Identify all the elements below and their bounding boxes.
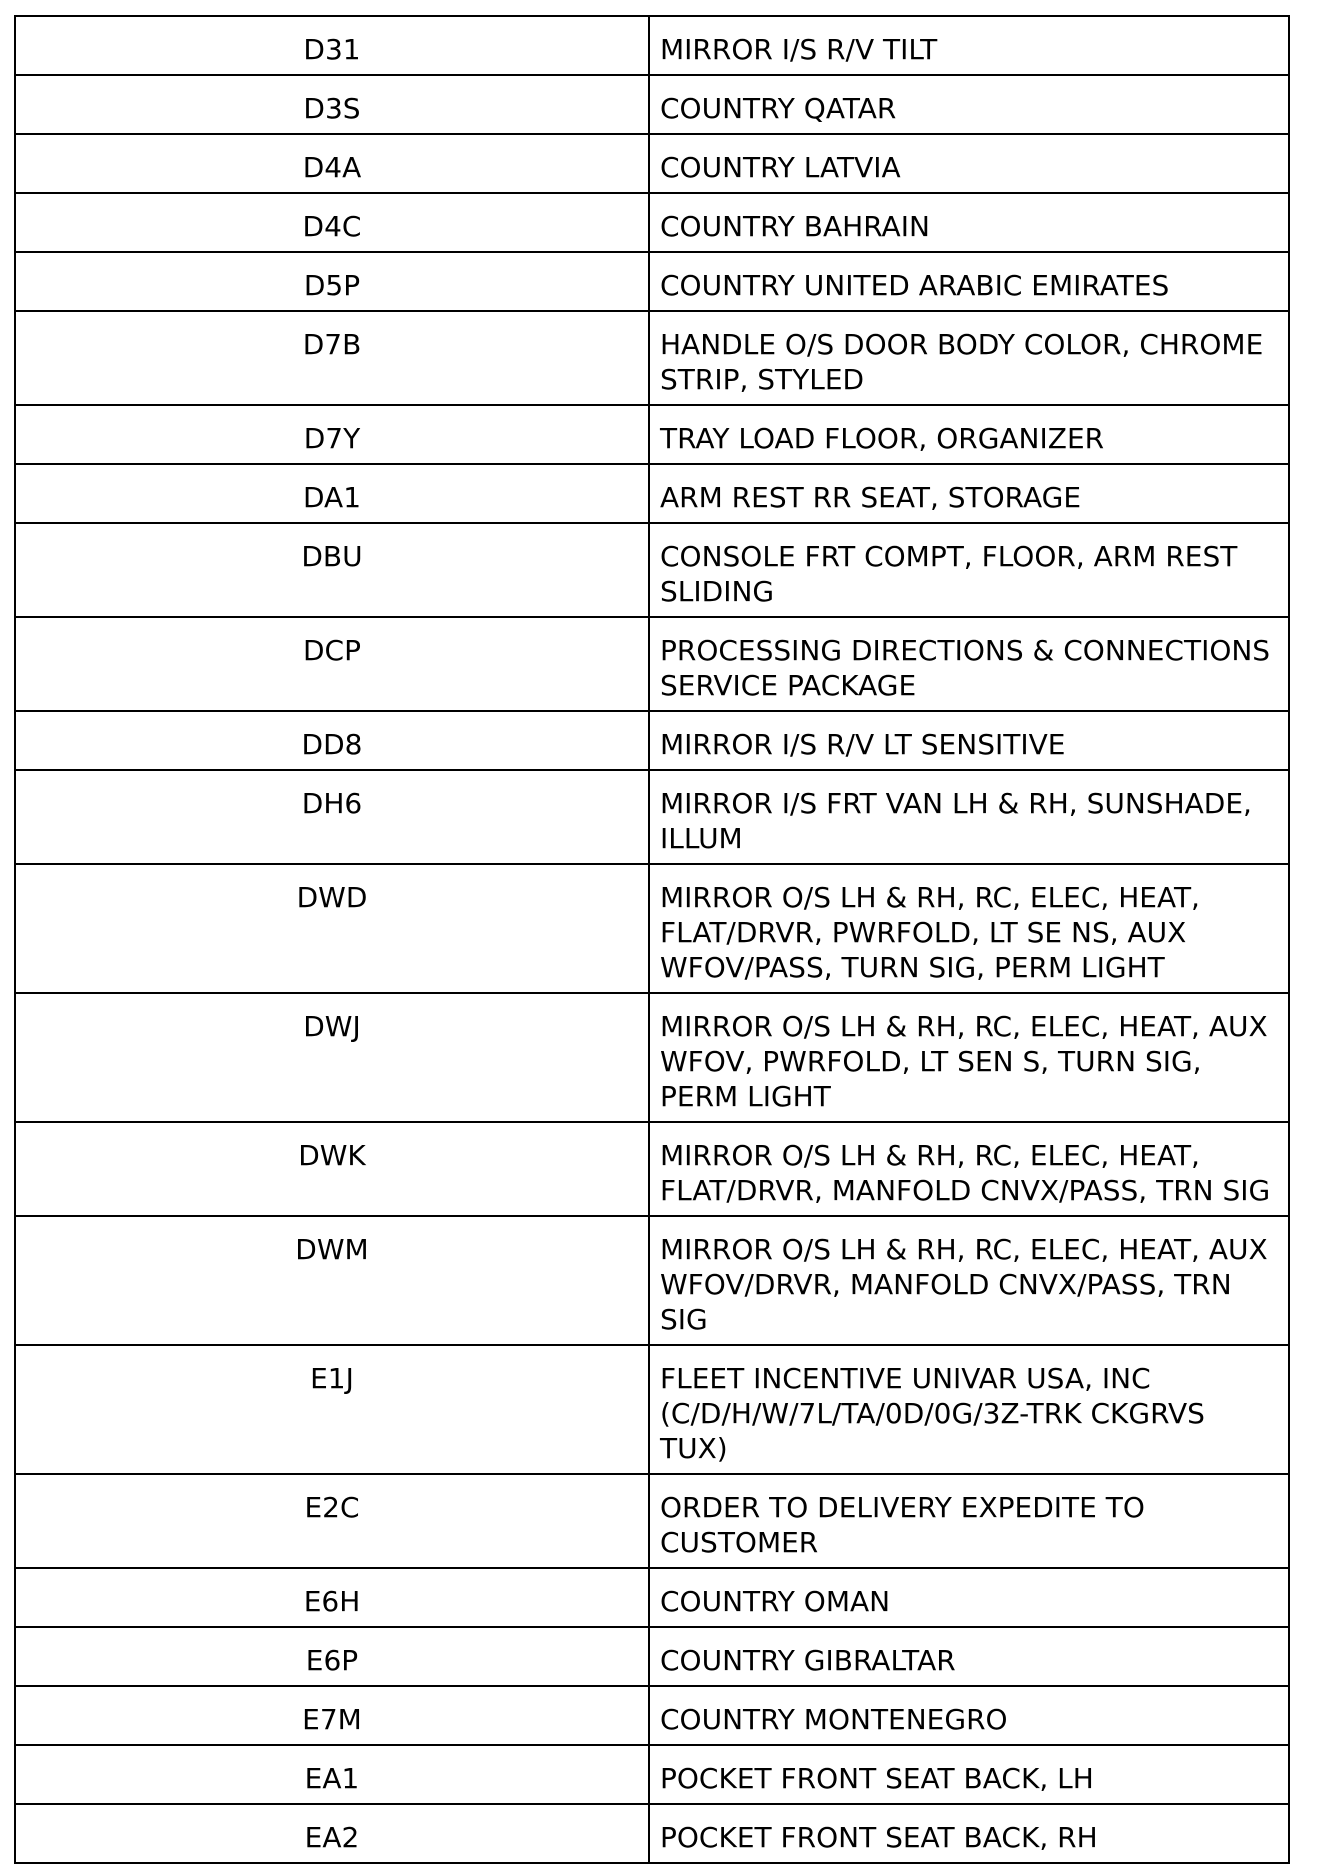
table-row (15, 711, 1289, 770)
table-row (15, 864, 1289, 993)
table-row (15, 464, 1289, 523)
table-row (15, 1568, 1289, 1627)
option-description: COUNTRY BAHRAIN (649, 193, 1289, 252)
option-code: D5P (15, 252, 649, 311)
option-code: D3S (15, 75, 649, 134)
table-body (15, 16, 1289, 1863)
option-code: DH6 (15, 770, 649, 864)
option-description: MIRROR O/S LH & RH, RC, ELEC, HEAT, AUX WFOV/DRVR, MANFOLD CNVX/PASS, TRN SIG (649, 1216, 1289, 1345)
option-description: MIRROR O/S LH & RH, RC, ELEC, HEAT, FLAT/DRVR, MANFOLD CNVX/PASS, TRN SIG (649, 1122, 1289, 1216)
option-code: DD8 (15, 711, 649, 770)
table-row (15, 134, 1289, 193)
option-code-table (14, 15, 1290, 1864)
option-description: ORDER TO DELIVERY EXPEDITE TO CUSTOMER (649, 1474, 1289, 1568)
table-row (15, 1745, 1289, 1804)
table-row (15, 405, 1289, 464)
option-code: EA2 (15, 1804, 649, 1863)
option-code: E6H (15, 1568, 649, 1627)
option-description: COUNTRY MONTENEGRO (649, 1686, 1289, 1745)
option-description: CONSOLE FRT COMPT, FLOOR, ARM REST SLIDING (649, 523, 1289, 617)
option-code: D31 (15, 16, 649, 75)
option-description: MIRROR I/S R/V TILT (649, 16, 1289, 75)
option-description: TRAY LOAD FLOOR, ORGANIZER (649, 405, 1289, 464)
option-description: COUNTRY OMAN (649, 1568, 1289, 1627)
option-code: DCP (15, 617, 649, 711)
option-description: MIRROR O/S LH & RH, RC, ELEC, HEAT, AUX WFOV, PWRFOLD, LT SEN S, TURN SIG, PERM LIGHT (649, 993, 1289, 1122)
table-row (15, 770, 1289, 864)
option-description: MIRROR O/S LH & RH, RC, ELEC, HEAT, FLAT/DRVR, PWRFOLD, LT SE NS, AUX WFOV/PASS, TURN SIG, PERM LIGHT (649, 864, 1289, 993)
table-row (15, 193, 1289, 252)
option-code: DWK (15, 1122, 649, 1216)
option-description: PROCESSING DIRECTIONS & CONNECTIONS SERVICE PACKAGE (649, 617, 1289, 711)
option-description: COUNTRY GIBRALTAR (649, 1627, 1289, 1686)
option-code: DWJ (15, 993, 649, 1122)
table-row (15, 311, 1289, 405)
option-code: DWM (15, 1216, 649, 1345)
option-description: MIRROR I/S R/V LT SENSITIVE (649, 711, 1289, 770)
table-row (15, 252, 1289, 311)
option-code: E6P (15, 1627, 649, 1686)
option-description: COUNTRY QATAR (649, 75, 1289, 134)
option-description: POCKET FRONT SEAT BACK, LH (649, 1745, 1289, 1804)
table-row (15, 1804, 1289, 1863)
option-code: DBU (15, 523, 649, 617)
table-row (15, 75, 1289, 134)
table-row (15, 1122, 1289, 1216)
option-code: D4C (15, 193, 649, 252)
option-description: HANDLE O/S DOOR BODY COLOR, CHROME STRIP, STYLED (649, 311, 1289, 405)
table-row (15, 617, 1289, 711)
option-code: D7B (15, 311, 649, 405)
option-code: EA1 (15, 1745, 649, 1804)
option-code: E7M (15, 1686, 649, 1745)
table-row (15, 1345, 1289, 1474)
option-description: FLEET INCENTIVE UNIVAR USA, INC (C/D/H/W/7L/TA/0D/0G/3Z-TRK CKGRVS TUX) (649, 1345, 1289, 1474)
table-row (15, 1216, 1289, 1345)
option-code: E2C (15, 1474, 649, 1568)
table-row (15, 16, 1289, 75)
option-description: COUNTRY UNITED ARABIC EMIRATES (649, 252, 1289, 311)
option-description: COUNTRY LATVIA (649, 134, 1289, 193)
option-code: D4A (15, 134, 649, 193)
option-code: DA1 (15, 464, 649, 523)
option-description: MIRROR I/S FRT VAN LH & RH, SUNSHADE, ILLUM (649, 770, 1289, 864)
table-row (15, 993, 1289, 1122)
table-row (15, 1474, 1289, 1568)
table-row (15, 1627, 1289, 1686)
option-code: D7Y (15, 405, 649, 464)
option-code: DWD (15, 864, 649, 993)
table-row (15, 1686, 1289, 1745)
option-code: E1J (15, 1345, 649, 1474)
option-description: ARM REST RR SEAT, STORAGE (649, 464, 1289, 523)
option-description: POCKET FRONT SEAT BACK, RH (649, 1804, 1289, 1863)
table-row (15, 523, 1289, 617)
